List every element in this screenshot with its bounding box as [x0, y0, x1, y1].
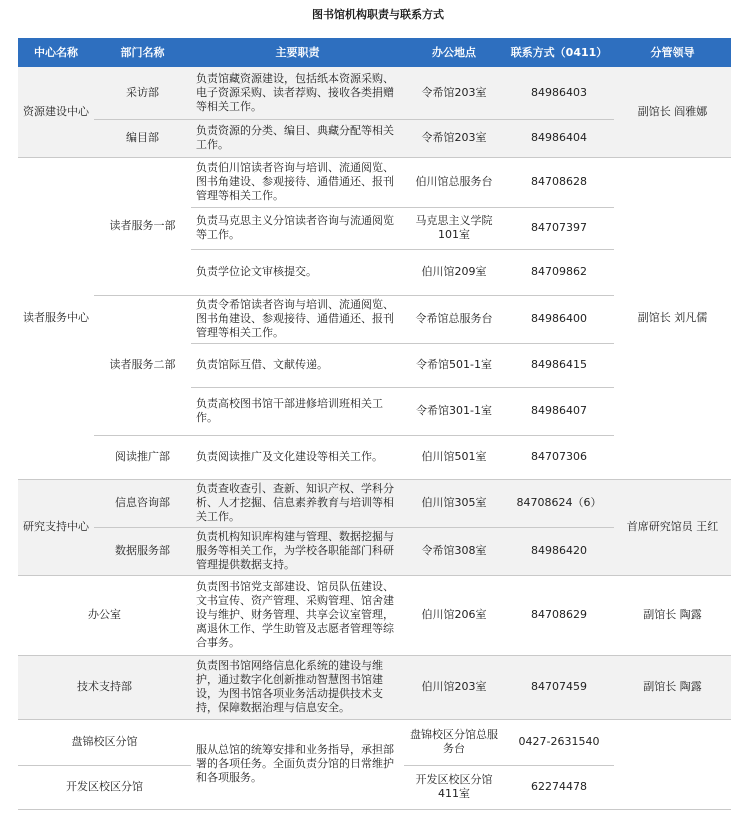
org-table — [18, 38, 731, 810]
header-row — [18, 38, 731, 67]
dept-cell: 读者服务二部 — [94, 295, 191, 435]
leader-cell — [614, 719, 731, 809]
phone-cell: 84707306 — [504, 435, 614, 479]
phone-cell: 84986407 — [504, 387, 614, 435]
table-row — [18, 479, 731, 527]
location-cell: 伯川馆203室 — [404, 655, 504, 719]
duty-cell: 负责资源的分类、编目、典藏分配等相关工作。 — [191, 119, 404, 157]
location-cell: 伯川馆305室 — [404, 479, 504, 527]
location-cell: 令希馆203室 — [404, 67, 504, 119]
location-cell: 令希馆总服务台 — [404, 295, 504, 343]
duty-cell: 负责伯川馆读者咨询与培训、流通阅览、图书角建设、参观接待、通借通还、报刊管理等相关工作。 — [191, 157, 404, 207]
header-duty: 主要职责 — [191, 38, 404, 67]
location-cell: 开发区校区分馆411室 — [404, 765, 504, 809]
duty-cell: 负责馆藏资源建设，包括纸本资源采购、电子资源采购、读者荐购、接收各类捐赠等相关工作。 — [191, 67, 404, 119]
location-cell: 令希馆203室 — [404, 119, 504, 157]
dept-cell: 数据服务部 — [94, 527, 191, 575]
location-cell: 令希馆301-1室 — [404, 387, 504, 435]
table-row — [18, 157, 731, 207]
phone-cell: 84986400 — [504, 295, 614, 343]
duty-cell: 负责机构知识库构建与管理、数据挖掘与服务等相关工作，为学校各职能部门科研管理提供数据支持。 — [191, 527, 404, 575]
phone-cell: 84986420 — [504, 527, 614, 575]
duty-cell: 负责马克思主义分馆读者咨询与流通阅览等工作。 — [191, 207, 404, 249]
location-cell: 盘锦校区分馆总服务台 — [404, 719, 504, 765]
center-cell: 读者服务中心 — [18, 157, 94, 479]
phone-cell: 62274478 — [504, 765, 614, 809]
center-cell: 研究支持中心 — [18, 479, 94, 575]
dept-cell: 盘锦校区分馆 — [18, 719, 191, 765]
phone-cell: 0427-2631540 — [504, 719, 614, 765]
location-cell: 马克思主义学院101室 — [404, 207, 504, 249]
location-cell: 伯川馆501室 — [404, 435, 504, 479]
header-center: 中心名称 — [18, 38, 94, 67]
center-cell: 资源建设中心 — [18, 67, 94, 157]
duty-cell: 负责学位论文审核提交。 — [191, 249, 404, 295]
phone-cell: 84986403 — [504, 67, 614, 119]
table-row — [18, 719, 731, 765]
duty-cell: 负责阅读推广及文化建设等相关工作。 — [191, 435, 404, 479]
phone-cell: 84986415 — [504, 343, 614, 387]
table-row — [18, 655, 731, 719]
phone-cell: 84709862 — [504, 249, 614, 295]
leader-cell: 副馆长 陶露 — [614, 575, 731, 655]
header-location: 办公地点 — [404, 38, 504, 67]
header-phone: 联系方式（0411） — [504, 38, 614, 67]
phone-cell: 84708628 — [504, 157, 614, 207]
table-row — [18, 575, 731, 655]
phone-cell: 84707459 — [504, 655, 614, 719]
dept-cell: 开发区校区分馆 — [18, 765, 191, 809]
duty-cell: 负责图书馆党支部建设、馆员队伍建设、文书宣传、资产管理、采购管理、馆舍建设与维护、财务管理、共享会议室管理，离退休工作、学生助管及志愿者管理等综合事务。 — [191, 575, 404, 655]
phone-cell: 84708624（6） — [504, 479, 614, 527]
duty-cell: 负责高校图书馆干部进修培训班相关工作。 — [191, 387, 404, 435]
dept-cell: 阅读推广部 — [94, 435, 191, 479]
leader-cell: 副馆长 阎雅娜 — [614, 67, 731, 157]
header-dept: 部门名称 — [94, 38, 191, 67]
dept-cell: 技术支持部 — [18, 655, 191, 719]
dept-cell: 编目部 — [94, 119, 191, 157]
duty-cell: 负责查收查引、查新、知识产权、学科分析、人才挖掘、信息素养教育与培训等相关工作。 — [191, 479, 404, 527]
duty-cell: 负责图书馆网络信息化系统的建设与维护，通过数字化创新推动智慧图书馆建设，为图书馆各项业务活动提供技术支持，保障数据治理与信息安全。 — [191, 655, 404, 719]
table-row — [18, 67, 731, 119]
phone-cell: 84986404 — [504, 119, 614, 157]
dept-cell: 读者服务一部 — [94, 157, 191, 295]
location-cell: 令希馆501-1室 — [404, 343, 504, 387]
location-cell: 伯川馆总服务台 — [404, 157, 504, 207]
location-cell: 令希馆308室 — [404, 527, 504, 575]
phone-cell: 84708629 — [504, 575, 614, 655]
duty-cell: 服从总馆的统筹安排和业务指导，承担部署的各项任务。全面负责分馆的日常维护和各项服务。 — [191, 719, 404, 809]
dept-cell: 办公室 — [18, 575, 191, 655]
header-leader: 分管领导 — [614, 38, 731, 67]
dept-cell: 采访部 — [94, 67, 191, 119]
leader-cell: 首席研究馆员 王红 — [614, 479, 731, 575]
page-title: 图书馆机构职责与联系方式 — [312, 8, 444, 21]
phone-cell: 84707397 — [504, 207, 614, 249]
dept-cell: 信息咨询部 — [94, 479, 191, 527]
duty-cell: 负责馆际互借、文献传递。 — [191, 343, 404, 387]
duty-cell: 负责令希馆读者咨询与培训、流通阅览、图书角建设、参观接待、通借通还、报刊管理等相关工作。 — [191, 295, 404, 343]
location-cell: 伯川馆206室 — [404, 575, 504, 655]
leader-cell: 副馆长 陶露 — [614, 655, 731, 719]
leader-cell: 副馆长 刘凡儒 — [614, 157, 731, 479]
location-cell: 伯川馆209室 — [404, 249, 504, 295]
